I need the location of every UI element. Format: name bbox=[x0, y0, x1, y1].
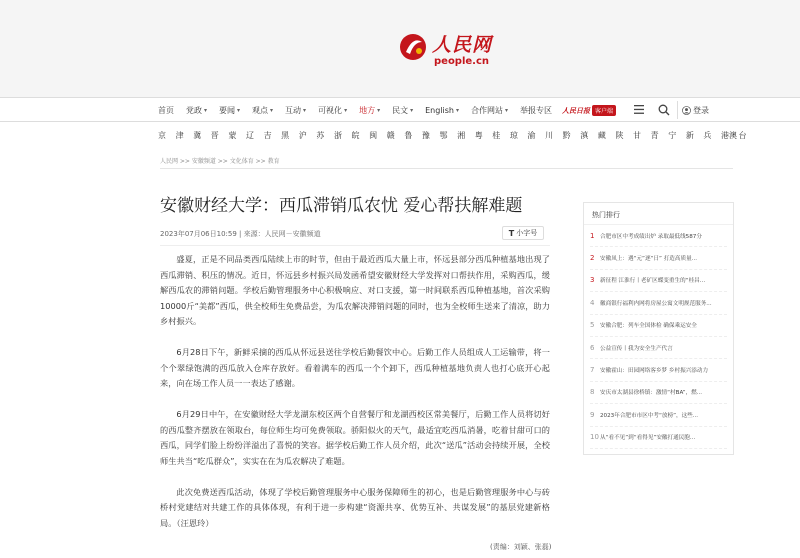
region-nav bbox=[0, 123, 800, 147]
article-editor: (责编：刘颖、张磊) bbox=[490, 543, 552, 551]
nav-item[interactable] bbox=[419, 98, 465, 123]
search-icon[interactable] bbox=[658, 104, 670, 116]
nav-item-label: 举报专区 bbox=[520, 106, 553, 115]
chevron-down-icon: ▾ bbox=[237, 107, 241, 114]
nav-item-label: 可视化 bbox=[318, 106, 343, 115]
rank-number: 1 bbox=[590, 231, 595, 240]
article-meta: 2023年07月06日10:59 | 来源：人民网－安徽频道 bbox=[160, 230, 321, 238]
rank-number: 7 bbox=[590, 366, 595, 375]
region-link[interactable]: 冀 bbox=[193, 130, 202, 140]
rank-number: 8 bbox=[590, 388, 595, 397]
login-label: 登录 bbox=[693, 105, 709, 115]
region-link[interactable]: 黑 bbox=[281, 130, 290, 140]
region-link[interactable]: 吉 bbox=[263, 130, 272, 140]
nav-item[interactable] bbox=[152, 98, 180, 123]
region-link[interactable]: 黔 bbox=[562, 130, 571, 140]
region-link[interactable]: 陕 bbox=[615, 130, 624, 140]
nav-item-label: 要闻 bbox=[219, 106, 236, 115]
rank-number: 5 bbox=[590, 321, 595, 330]
hot-ranking-item[interactable] bbox=[590, 404, 727, 426]
region-link[interactable]: 川 bbox=[545, 130, 554, 140]
nav-item-label: English bbox=[425, 106, 454, 115]
logo-text-cn: 人民网 bbox=[432, 34, 493, 56]
hot-ranking-item[interactable] bbox=[590, 270, 727, 292]
rank-link-text: 安庆市太湖县徐桥镇：激情“村BA”，燃... bbox=[600, 390, 703, 397]
rank-link-text: 合肥市区中考成绩出炉 录取最低线587分 bbox=[600, 233, 702, 240]
hot-ranking-title: 热门排行 bbox=[584, 203, 733, 225]
rank-link-text: 安徽合肥：列车全国体检 确保乘运安全 bbox=[600, 323, 697, 330]
region-link[interactable]: 浙 bbox=[333, 130, 342, 140]
rank-link-text: 2023年合肥市市区中考“放榜”，这些... bbox=[600, 412, 699, 419]
menu-icon[interactable] bbox=[634, 105, 644, 114]
region-link[interactable]: 鄂 bbox=[439, 130, 448, 140]
region-link[interactable]: 渝 bbox=[527, 130, 536, 140]
chevron-down-icon: ▾ bbox=[204, 107, 208, 114]
nav-item[interactable] bbox=[353, 98, 386, 123]
hot-ranking-item[interactable] bbox=[590, 315, 727, 337]
rank-link-text: 新征程 江淮行丨老矿区蝶变重生的“桂昌... bbox=[600, 278, 706, 285]
region-link[interactable]: 辽 bbox=[245, 130, 254, 140]
region-link[interactable]: 藏 bbox=[597, 130, 606, 140]
region-link[interactable]: 晋 bbox=[210, 130, 219, 140]
font-size-icon: T bbox=[508, 228, 515, 238]
chevron-down-icon: ▾ bbox=[410, 107, 414, 114]
hot-ranking-item[interactable] bbox=[590, 225, 727, 247]
divider bbox=[160, 245, 550, 246]
nav-item-label: 党政 bbox=[186, 106, 202, 115]
nav-items bbox=[152, 98, 616, 123]
hot-ranking-item[interactable] bbox=[590, 292, 727, 314]
app-download-link[interactable] bbox=[562, 105, 616, 116]
rank-number: 4 bbox=[590, 298, 595, 307]
rank-number: 10 bbox=[590, 433, 599, 442]
chevron-down-icon: ▾ bbox=[505, 107, 509, 114]
region-link[interactable]: 青 bbox=[650, 130, 659, 140]
article-title: 安徽财经大学：西瓜滞销瓜农忧 爱心帮扶解难题 bbox=[160, 196, 523, 216]
region-link[interactable]: 豫 bbox=[421, 130, 430, 140]
region-link[interactable]: 赣 bbox=[386, 130, 395, 140]
hot-ranking-item[interactable] bbox=[590, 337, 727, 359]
nav-item[interactable] bbox=[180, 98, 213, 123]
region-link[interactable]: 新 bbox=[685, 130, 694, 140]
article-paragraph: 此次免费送西瓜活动，体现了学校后勤管理服务中心服务保障师生的初心，也是后勤管理服务中心与砖桥村党建结对共建工作的具体体现，有利于进一步构建“资源共享、优势互补、共谋发展”的基层党建新格局。（汪恩玲） bbox=[160, 486, 550, 528]
article-paragraph: 盛夏，正是不同品类西瓜陆续上市的时节，但由于最近西瓜大量上市，怀远县部分西瓜种植基地出现了西瓜滞销、积压的情况。近日，怀远县乡村振兴局发函希望安徽财经大学发挥对口帮扶作用，采购西瓜，缓解西瓜农的滞销问题。学校后勤管理服务中心积极响应、对口支援，第一时间联系西瓜种植基地，首次采购10000斤“美都”西瓜，供全校师生免费品尝，为瓜农解决滞销问题的同时，也为全校师生送来了清凉，助力乡村振兴。 bbox=[160, 254, 550, 326]
region-link[interactable]: 苏 bbox=[316, 130, 325, 140]
rank-number: 6 bbox=[590, 343, 595, 352]
article-paragraph: 6月29日中午，在安徽财经大学龙湖东校区两个自营餐厅和龙湖西校区常美餐厅，后勤工作人员将切好的西瓜整齐摆放在领取台，每位师生均可免费领取。骄阳似火的天气，最适宜吃西瓜消暑，吃着甘甜可口的西瓜，同学们脸上纷纷洋溢出了喜悦的笑容。据学校后勤工作人员介绍，此次“送瓜”活动会持续开展，全校师生共当“吃瓜群众”，实实在在为瓜农解决了难题。 bbox=[160, 409, 550, 466]
region-link[interactable]: 津 bbox=[175, 130, 184, 140]
nav-item-label: 民文 bbox=[392, 106, 409, 115]
hot-ranking-item[interactable] bbox=[590, 382, 727, 404]
region-link[interactable]: 蒙 bbox=[228, 130, 237, 140]
hot-ranking-item[interactable] bbox=[590, 247, 727, 269]
breadcrumb[interactable]: 人民网 >> 安徽频道 >> 文化体育 >> 教育 bbox=[160, 158, 280, 165]
hot-ranking-item[interactable] bbox=[590, 427, 727, 449]
nav-item-label: 首页 bbox=[158, 106, 174, 115]
nav-item[interactable] bbox=[312, 98, 353, 123]
login-button[interactable] bbox=[677, 101, 713, 119]
user-icon bbox=[682, 106, 691, 115]
region-link[interactable]: 粤 bbox=[474, 130, 483, 140]
rank-link-text: 公益宣传丨我为安全生产代言 bbox=[600, 345, 673, 352]
chevron-down-icon: ▾ bbox=[377, 107, 381, 114]
region-link[interactable]: 闽 bbox=[369, 130, 378, 140]
nav-item-label: 互动 bbox=[285, 106, 302, 115]
region-link[interactable]: 兵 bbox=[703, 130, 712, 140]
hot-ranking-item[interactable] bbox=[590, 359, 727, 381]
nav-item[interactable] bbox=[386, 98, 419, 123]
chevron-down-icon: ▾ bbox=[344, 107, 348, 114]
divider bbox=[160, 168, 733, 169]
region-link[interactable]: 沪 bbox=[298, 130, 307, 140]
region-link[interactable]: 港澳 bbox=[721, 130, 737, 140]
region-link[interactable]: 湘 bbox=[457, 130, 466, 140]
rank-number: 9 bbox=[590, 410, 595, 419]
logo-text-en: people.cn bbox=[434, 56, 490, 67]
logo-emblem-icon bbox=[398, 32, 428, 62]
region-link[interactable]: 滇 bbox=[580, 130, 589, 140]
region-link[interactable]: 宁 bbox=[668, 130, 677, 140]
chevron-down-icon: ▾ bbox=[270, 107, 274, 114]
rank-link-text: 徽商银行福利内网将房屋公寓文明规范服务... bbox=[600, 300, 712, 307]
region-link[interactable]: 桂 bbox=[492, 130, 501, 140]
region-link[interactable]: 甘 bbox=[633, 130, 642, 140]
site-logo[interactable] bbox=[398, 30, 498, 72]
rank-link-text: 安徽霍山：田园网络客乡梦 乡村振兴添动力 bbox=[600, 368, 709, 375]
nav-item-label: 地方 bbox=[359, 106, 376, 115]
font-size-label: 小字号 bbox=[516, 229, 538, 237]
rank-number: 3 bbox=[590, 276, 595, 285]
nav-item-label: 合作网站 bbox=[471, 106, 504, 115]
nav-item[interactable] bbox=[465, 98, 514, 123]
article-body bbox=[160, 252, 550, 547]
region-link[interactable]: 台 bbox=[738, 130, 747, 140]
site-header bbox=[0, 0, 800, 97]
rank-link-text: 从“看不见”到“看得见”安徽打通民胞... bbox=[600, 435, 696, 442]
nav-item[interactable] bbox=[514, 98, 558, 123]
rank-number: 2 bbox=[590, 254, 595, 263]
nav-item-label: 观点 bbox=[252, 106, 269, 115]
chevron-down-icon: ▾ bbox=[303, 107, 307, 114]
app-brand-text: 人民日报 bbox=[562, 106, 591, 115]
hot-ranking-panel bbox=[583, 202, 734, 455]
rank-link-text: 安徽凤上：遇“元”逐“日” 打造高质量... bbox=[600, 256, 698, 263]
nav-item[interactable] bbox=[213, 98, 246, 123]
chevron-down-icon: ▾ bbox=[456, 107, 460, 114]
nav-item[interactable] bbox=[246, 98, 279, 123]
nav-item[interactable] bbox=[279, 98, 312, 123]
region-link[interactable]: 皖 bbox=[351, 130, 360, 140]
region-link[interactable]: 京 bbox=[158, 130, 166, 140]
hot-ranking-list bbox=[584, 225, 733, 449]
region-link[interactable]: 鲁 bbox=[404, 130, 413, 140]
article-paragraph: 6月28日下午，新鲜采摘的西瓜从怀远县送往学校后勤餐饮中心。后勤工作人员组成人工运输带，将一个个翠绿饱满的西瓜放入仓库存放好。看着满车的西瓜一个个卸下，西瓜种植基地负责人也打心底开心起来，向在场工作人员一一表达了感谢。 bbox=[160, 347, 550, 388]
main-nav bbox=[0, 97, 800, 122]
region-link[interactable]: 琼 bbox=[509, 130, 518, 140]
font-size-button[interactable] bbox=[502, 226, 544, 240]
app-brand-badge: 客户端 bbox=[592, 105, 616, 116]
